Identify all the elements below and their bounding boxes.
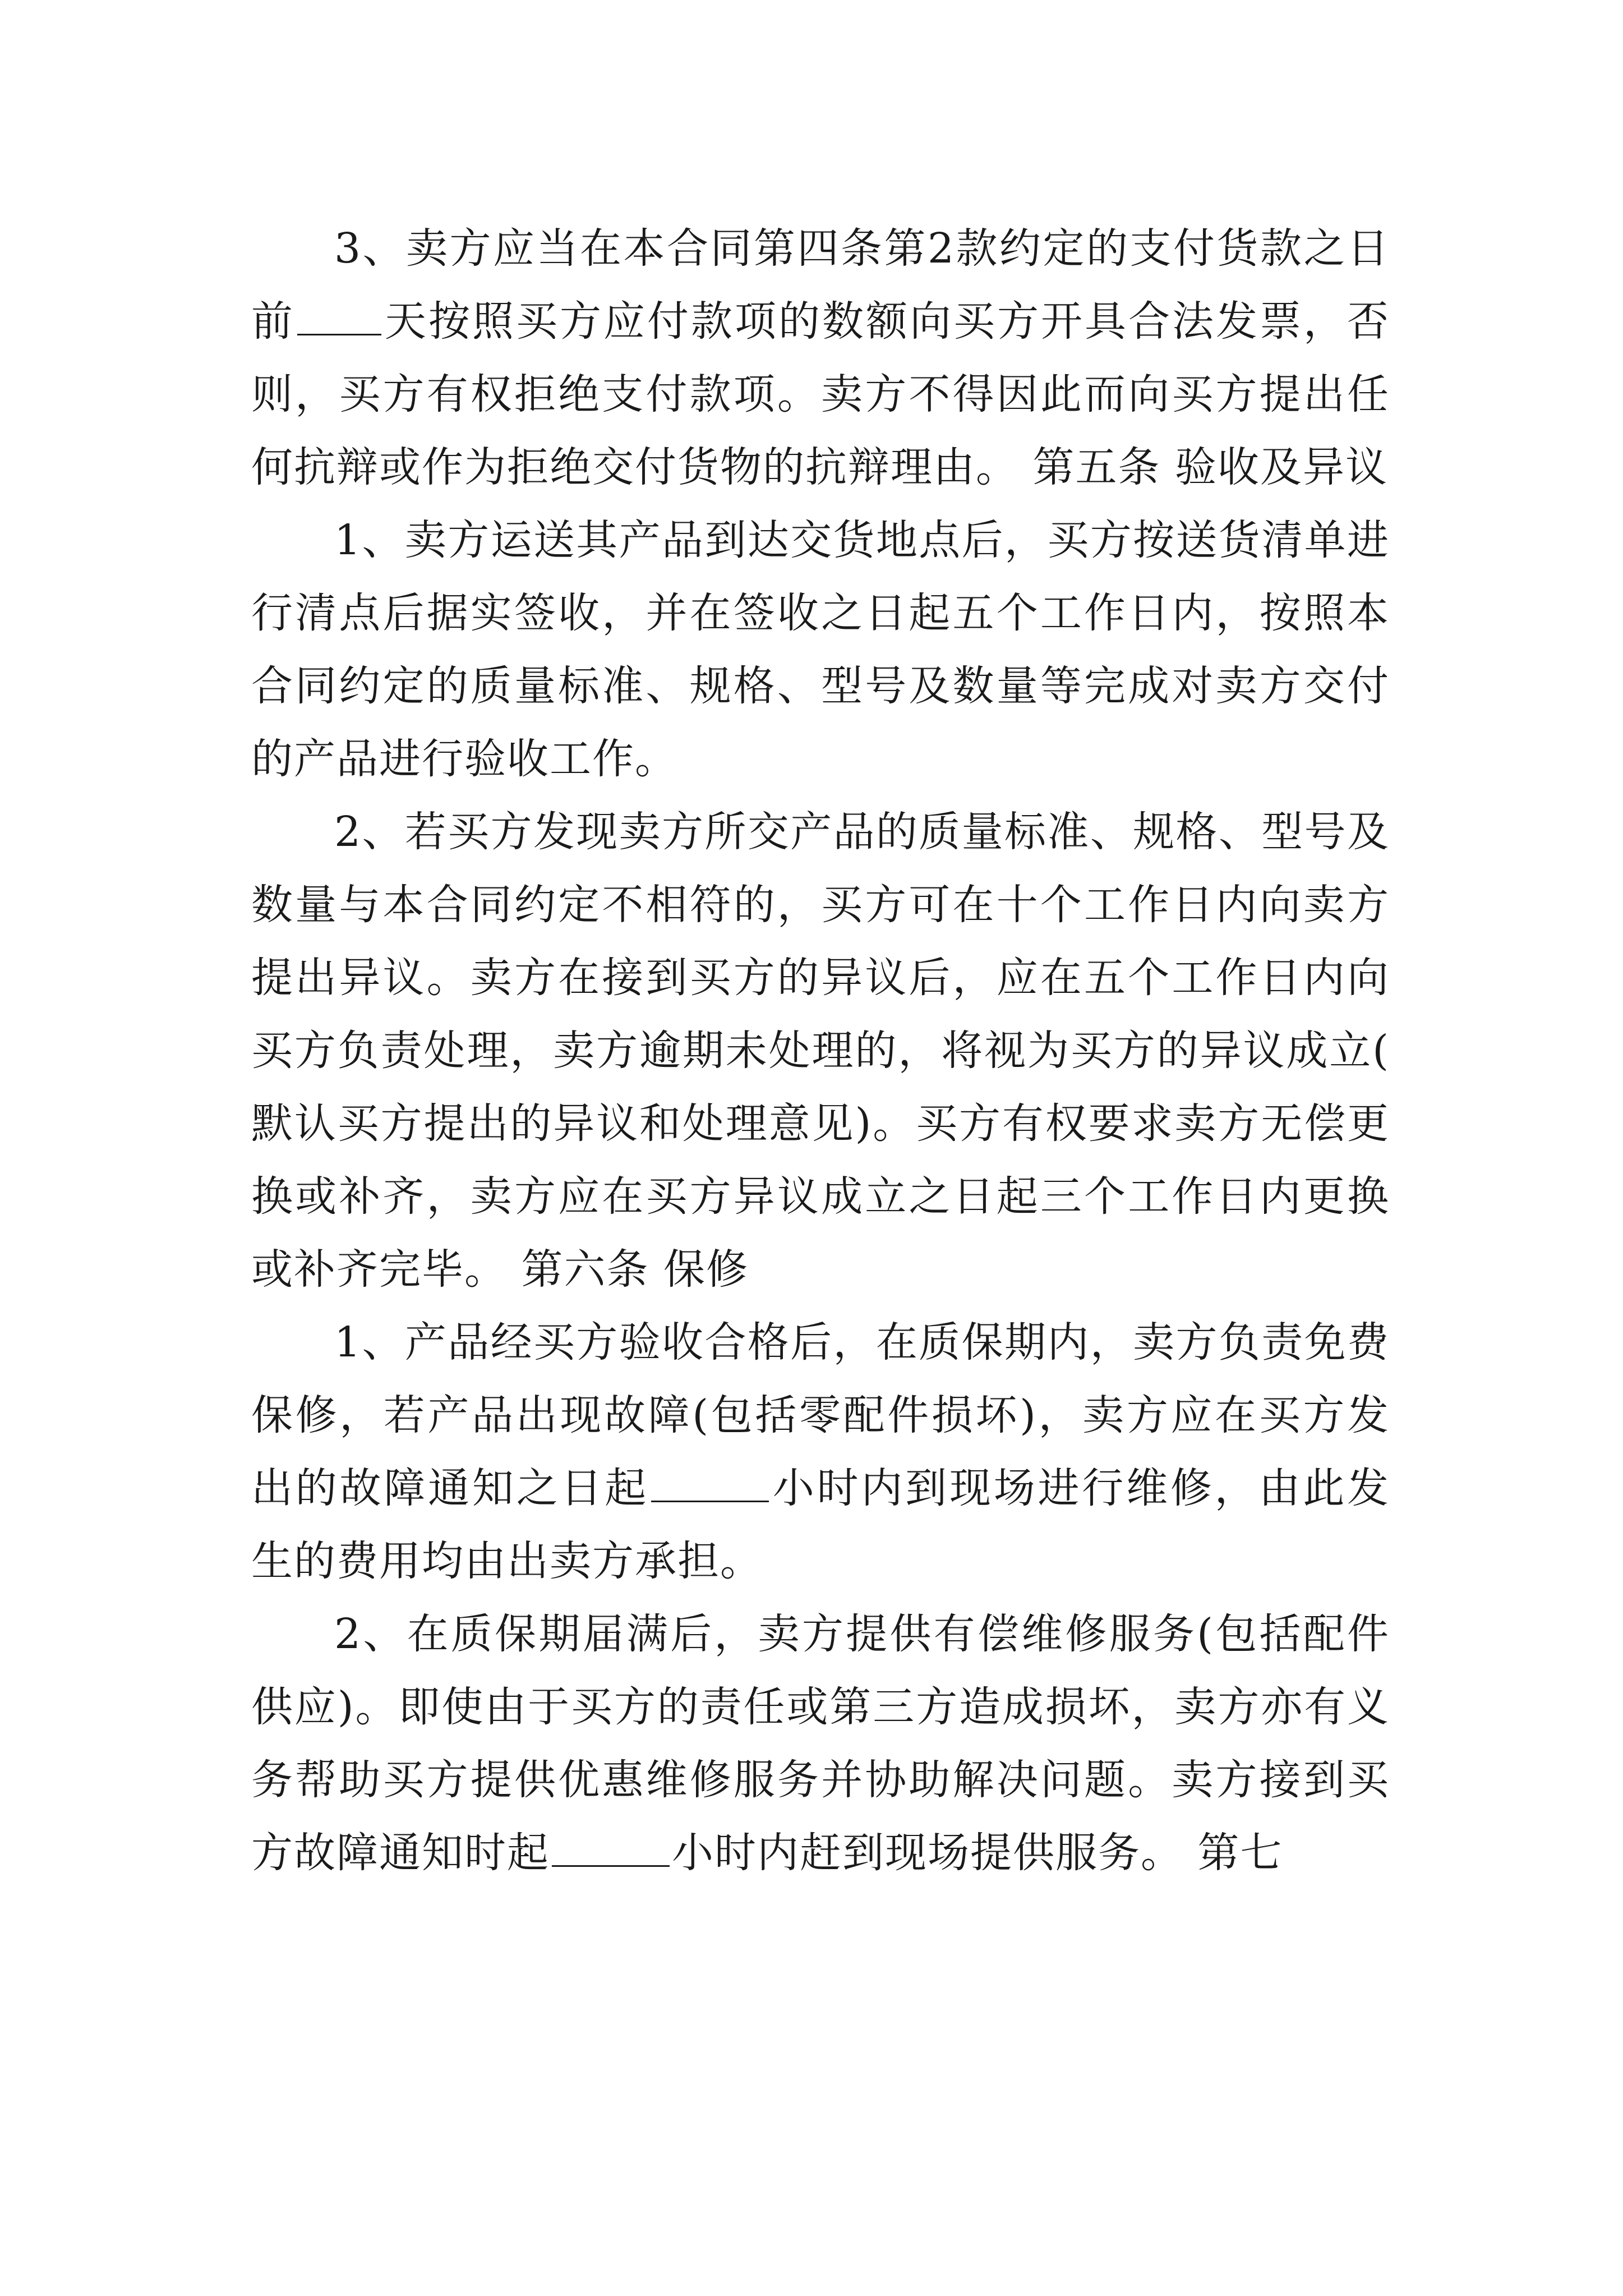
paragraph-text: 3、卖方应当在本合同第四条第2款约定的支付货款之日前 bbox=[251, 224, 1390, 346]
fill-in-blank-days bbox=[297, 295, 381, 335]
paragraph-warranty-clause bbox=[251, 1306, 1390, 1598]
paragraph-text: 小时内赶到现场提供服务。 第七 bbox=[672, 1829, 1283, 1877]
document-body bbox=[251, 212, 1390, 1889]
paragraph-text: 小时内到现场进行维修，由此发生的费用均由出卖方承担。 bbox=[251, 1464, 1390, 1585]
paragraph-text: 天按照买方应付款项的数额向买方开具合法发票，否则，买方有权拒绝支付款项。卖方不得因此而向买方提出任何抗辩或作为拒绝交付货物的抗辩理由。 第五条 验收及异议 bbox=[251, 297, 1390, 491]
paragraph-objection-clause bbox=[251, 795, 1390, 1306]
paragraph-text: 2、在质保期届满后，卖方提供有偿维修服务(包括配件供应)。即使由于买方的责任或第三方造成损坏，卖方亦有义务帮助买方提供优惠维修服务并协助解决问题。卖方接到买方故障通知时起 bbox=[251, 1610, 1390, 1877]
paragraph-paid-repair-clause bbox=[251, 1598, 1390, 1889]
fill-in-blank-hours bbox=[651, 1461, 769, 1502]
paragraph-text: 1、产品经买方验收合格后，在质保期内，卖方负责免费保修，若产品出现故障(包括零配件损坏)，卖方应在买方发出的故障通知之日起 bbox=[251, 1318, 1390, 1512]
paragraph-text: 1、卖方运送其产品到达交货地点后，买方按送货清单进行清点后据实签收，并在签收之日起五个工作日内，按照本合同约定的质量标准、规格、型号及数量等完成对卖方交付的产品进行验收工作。 bbox=[251, 516, 1390, 783]
paragraph-acceptance-clause bbox=[251, 504, 1390, 795]
paragraph-invoice-clause bbox=[251, 212, 1390, 504]
paragraph-text: 2、若买方发现卖方所交产品的质量标准、规格、型号及数量与本合同约定不相符的，买方可在十个工作日内向卖方提出异议。卖方在接到买方的异议后，应在五个工作日内向买方负责处理，卖方逾期未处理的，将视为买方的异议成立(默认买方提出的异议和处理意见)。买方有权要求卖方无偿更换或补齐，卖方应在买方异议成立之日起三个工作日内更换或补齐完毕。 第六条 保修 bbox=[251, 808, 1390, 1294]
fill-in-blank-hours bbox=[552, 1826, 670, 1867]
